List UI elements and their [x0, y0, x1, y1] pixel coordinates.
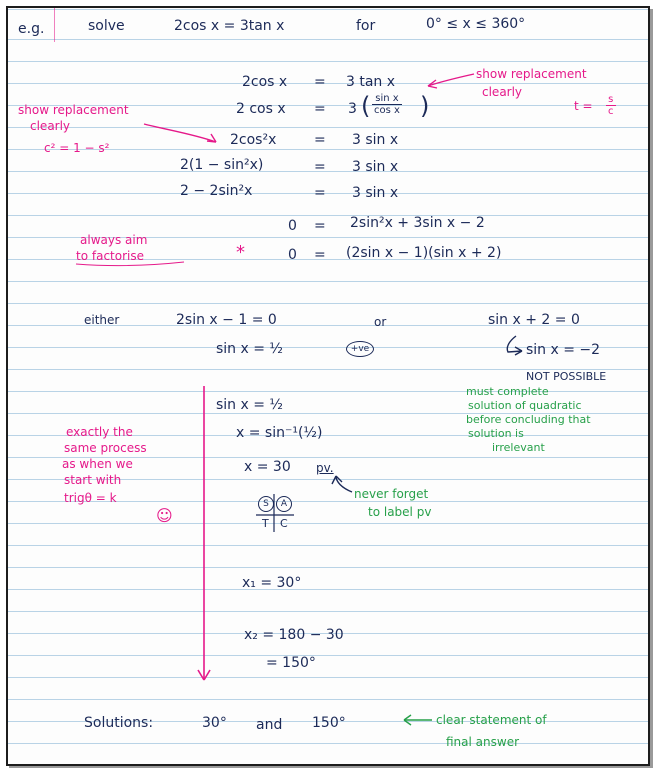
either-label: either — [84, 313, 120, 327]
line4-lhs: 2(1 − sin²x) — [180, 157, 264, 173]
header-equation: 2cos x = 3tan x — [174, 18, 285, 34]
arrow-left-note — [144, 124, 216, 142]
quadratic-note-3: before concluding that — [466, 413, 591, 426]
step-inverse: x = sin⁻¹(½) — [236, 425, 323, 441]
process-note-5: trigθ = k — [64, 491, 117, 505]
line7-rhs: (2sin x − 1)(sin x + 2) — [346, 245, 502, 261]
final-note-1: clear statement of — [436, 713, 547, 727]
quadratic-note-5: irrelevant — [492, 441, 545, 454]
line3-rhs: 3 sin x — [352, 132, 399, 148]
final-label: Solutions: — [84, 715, 154, 731]
line4-eq: = — [314, 159, 326, 175]
line6-eq: = — [314, 218, 326, 234]
header-solve: solve — [88, 18, 125, 34]
line4-rhs: 3 sin x — [352, 159, 399, 175]
final-note-2: final answer — [446, 735, 520, 749]
case-right-result: sin x = −2 — [526, 342, 601, 358]
positive-badge: +ve — [346, 341, 374, 357]
note-t-eq: t = — [574, 99, 593, 113]
arrow-left-note-head — [207, 134, 216, 142]
note-identity: c² = 1 − s² — [44, 141, 110, 155]
pv-label: pv. — [316, 461, 334, 475]
quadratic-note-2: solution of quadratic — [468, 399, 582, 412]
cast-t: T — [262, 517, 269, 530]
line5-lhs: 2 − 2sin²x — [180, 183, 253, 199]
case-left-result: sin x = ½ — [216, 341, 283, 357]
quadratic-note-4: solution is — [468, 427, 524, 440]
star-mark: * — [236, 242, 245, 263]
final-and: and — [256, 717, 283, 733]
factorise-underline — [76, 262, 184, 266]
note-t-den: c — [608, 106, 614, 117]
note-replacement-left-2: clearly — [30, 119, 71, 133]
line2-eq: = — [314, 101, 326, 117]
or-label: or — [374, 315, 387, 329]
note-replacement-left-1: show replacement — [18, 103, 129, 117]
annotation-arrows — [8, 8, 648, 764]
line3-lhs: 2cos²x — [230, 132, 277, 148]
line1-lhs: 2cos x — [242, 74, 288, 90]
cast-a: A — [276, 496, 292, 512]
x2-result: = 150° — [266, 655, 316, 671]
note-replacement-right-1: show replacement — [476, 67, 587, 81]
line2-frac-num: sin x — [372, 93, 402, 105]
final-value-2: 150° — [312, 715, 346, 731]
note-replacement-right-2: clearly — [482, 85, 523, 99]
pv-note-2: to label pv — [368, 505, 432, 519]
header-range: 0° ≤ x ≤ 360° — [426, 16, 526, 32]
note-t-num: s — [606, 94, 616, 106]
smiley-icon: ☺ — [156, 506, 173, 525]
note-factorise-2: to factorise — [76, 249, 144, 263]
line2-close-paren: ) — [420, 92, 430, 120]
quadratic-note-1: must complete — [466, 385, 549, 398]
cast-s: S — [258, 496, 274, 512]
line2-coef: 3 — [348, 101, 357, 117]
cast-c: C — [280, 517, 288, 530]
x2-expression: x₂ = 180 − 30 — [244, 627, 344, 643]
process-note-2: same process — [64, 441, 147, 455]
line3-eq: = — [314, 132, 326, 148]
process-note-4: start with — [64, 473, 122, 487]
line5-rhs: 3 sin x — [352, 185, 399, 201]
line7-eq: = — [314, 247, 326, 263]
step-x-30: x = 30 — [244, 459, 291, 475]
x1-result: x₁ = 30° — [242, 575, 302, 591]
notebook-page — [6, 6, 650, 766]
line2-lhs: 2 cos x — [236, 101, 286, 117]
header-eg: e.g. — [18, 21, 45, 37]
note-factorise-1: always aim — [80, 233, 148, 247]
header-for: for — [356, 18, 376, 34]
pv-note-1: never forget — [354, 487, 429, 501]
line6-rhs: 2sin²x + 3sin x − 2 — [350, 215, 485, 231]
process-note-3: as when we — [62, 457, 133, 471]
not-possible-label: NOT POSSIBLE — [526, 370, 607, 383]
line1-rhs: 3 tan x — [346, 74, 396, 90]
step-sin-half: sin x = ½ — [216, 397, 283, 413]
line7-lhs: 0 — [288, 247, 297, 263]
line1-eq: = — [314, 74, 326, 90]
line5-eq: = — [314, 185, 326, 201]
line2-frac-den: cos x — [374, 105, 400, 116]
case-left-eq: 2sin x − 1 = 0 — [176, 312, 277, 328]
cast-cross — [256, 494, 294, 532]
line6-lhs: 0 — [288, 218, 297, 234]
process-note-1: exactly the — [66, 425, 133, 439]
final-value-1: 30° — [202, 715, 227, 731]
line2-open-paren: ( — [361, 92, 371, 120]
case-right-eq: sin x + 2 = 0 — [488, 312, 580, 328]
